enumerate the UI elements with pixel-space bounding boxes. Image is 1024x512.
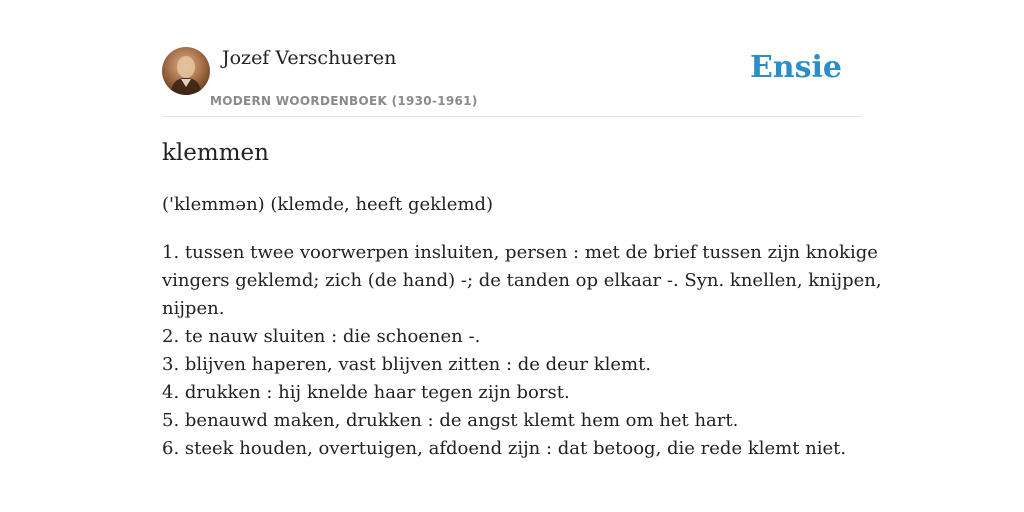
- definition-line: 2. te nauw sluiten : die schoenen -.: [162, 326, 481, 347]
- source-label[interactable]: MODERN WOORDENBOEK (1930-1961): [210, 94, 478, 108]
- ensie-logo[interactable]: Ensie: [749, 50, 842, 85]
- portrait-icon: [162, 47, 210, 95]
- headword: klemmen: [162, 140, 269, 166]
- definition-line: nijpen.: [162, 298, 225, 319]
- definition-line: 3. blijven haperen, vast blijven zitten : de deur klemt.: [162, 354, 652, 375]
- definition-line: 6. steek houden, overtuigen, afdoend zijn : dat betoog, die rede klemt niet.: [162, 438, 847, 459]
- definition-list: [162, 239, 882, 463]
- definition-line: 4. drukken : hij knelde haar tegen zijn borst.: [162, 382, 570, 403]
- author-name[interactable]: Jozef Verschueren: [222, 47, 397, 69]
- definition-line: 1. tussen twee voorwerpen insluiten, persen : met de brief tussen zijn knokige: [162, 242, 878, 263]
- author-avatar[interactable]: [162, 47, 210, 95]
- pronunciation: ('klemmən) (klemde, heeft geklemd): [162, 194, 494, 215]
- definition-line: vingers geklemd; zich (de hand) -; de tanden op elkaar -. Syn. knellen, knijpen,: [162, 270, 882, 291]
- definition-line: 5. benauwd maken, drukken : de angst klemt hem om het hart.: [162, 410, 739, 431]
- header: [162, 44, 862, 117]
